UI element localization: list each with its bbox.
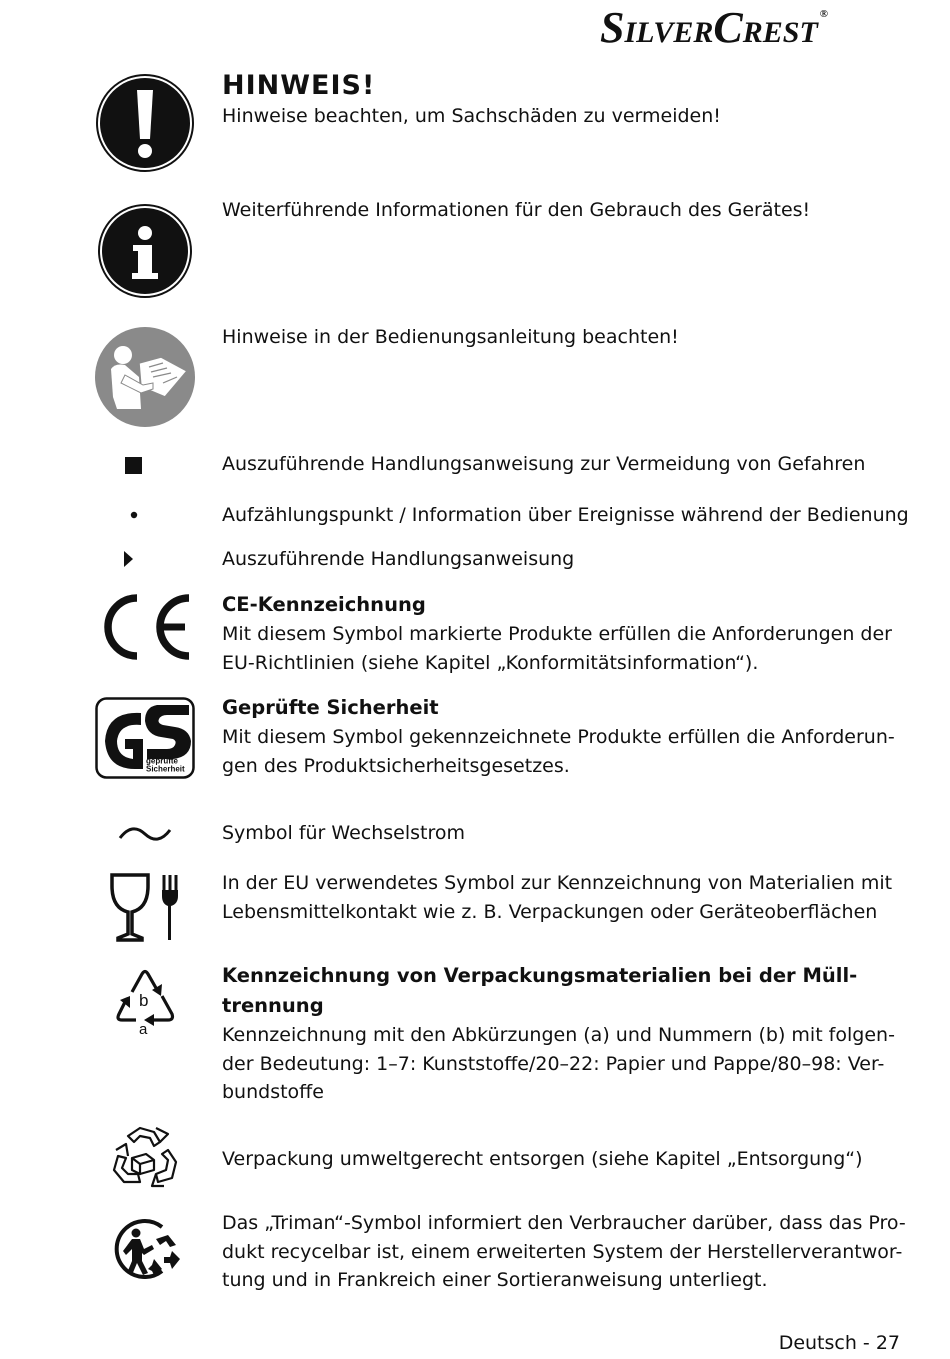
logo-letters-ilver: ILVER: [624, 16, 714, 49]
manual-section: [222, 323, 912, 352]
hinweis-section: [222, 70, 912, 131]
manual-text: Hinweise in der Bedienungsanleitung beachten!: [222, 326, 679, 348]
info-text: Weiterführende Informationen für den Gebrauch des Gerätes!: [222, 199, 811, 221]
dot-bullet-section: [222, 501, 912, 530]
triman-text-line-1: Das „Triman“-Symbol informiert den Verbraucher darüber, dass das Pro-: [222, 1212, 906, 1234]
recycle-code-text-line-1: Kennzeichnung mit den Abkürzungen (a) und Nummern (b) mit folgen-: [222, 1024, 895, 1046]
silvercrest-logo: [600, 2, 910, 52]
recycle-code-title-line-2: trennung: [222, 994, 324, 1017]
food-text-line-1: In der EU verwendetes Symbol zur Kennzeichnung von Materialien mit: [222, 872, 893, 894]
disposal-section: [222, 1145, 912, 1174]
dot-bullet-text: Aufzählungspunkt / Information über Ereignisse während der Bedienung: [222, 504, 909, 526]
info-circle-icon: [97, 203, 193, 299]
gs-icon-label-1: geprüfte: [146, 756, 178, 766]
logo-letter-s: S: [600, 3, 625, 52]
gs-text-line-1: Mit diesem Symbol gekennzeichnete Produkte erfüllen die Anforderun-: [222, 726, 895, 748]
recycle-code-section: [222, 961, 912, 1107]
triangle-bullet-section: [222, 545, 912, 574]
exclamation-circle-icon: [95, 73, 195, 173]
recycle-code-title-line-1: Kennzeichnung von Verpackungsmaterialien bei der Müll-: [222, 964, 858, 987]
read-manual-icon: [95, 327, 195, 427]
page-footer-label: Deutsch - 27: [778, 1332, 900, 1354]
triangle-bullet-text: Auszuführende Handlungsanweisung: [222, 548, 575, 570]
ce-text-line-2: EU-Richtlinien (siehe Kapitel „Konformitätsinformation“).: [222, 651, 759, 674]
ce-text-line-1: Mit diesem Symbol markierte Produkte erfüllen die Anforderungen der: [222, 623, 892, 645]
registered-mark: ®: [819, 8, 829, 20]
gs-section: [222, 693, 912, 780]
recycling-code-icon: [112, 962, 178, 1036]
recycle-code-text-line-3: bundstoffe: [222, 1081, 324, 1103]
triman-section: [222, 1209, 912, 1295]
food-contact-icon: [108, 872, 180, 942]
square-bullet-section: [222, 450, 912, 479]
triman-text-line-3: tung und in Frankreich einer Sortieranweisung unterliegt.: [222, 1269, 768, 1291]
triangle-bullet-icon: [124, 551, 134, 567]
ce-section: [222, 590, 912, 677]
dot-bullet-icon: [130, 511, 138, 519]
ce-mark-icon: [97, 592, 195, 662]
alternating-current-icon: [118, 824, 172, 844]
gs-icon-label-2: Sicherheit: [146, 764, 185, 774]
logo-letter-c: C: [713, 3, 743, 52]
recycle-packaging-icon: [110, 1124, 180, 1190]
hinweis-title: HINWEIS!: [222, 70, 376, 101]
recycling-code-label-b: b: [139, 991, 149, 1010]
logo-letters-rest: REST: [742, 16, 818, 49]
info-section: [222, 196, 912, 225]
disposal-text: Verpackung umweltgerecht entsorgen (siehe Kapitel „Entsorgung“): [222, 1148, 863, 1170]
gs-title: Geprüfte Sicherheit: [222, 696, 439, 719]
food-text-line-2: Lebensmittelkontakt wie z. B. Verpackungen oder Geräteoberflächen: [222, 900, 878, 923]
square-bullet-text: Auszuführende Handlungsanweisung zur Vermeidung von Gefahren: [222, 453, 866, 475]
ac-text: Symbol für Wechselstrom: [222, 822, 465, 844]
recycle-code-text-line-2: der Bedeutung: 1–7: Kunststoffe/20–22: Papier und Pappe/80–98: Ver-: [222, 1052, 885, 1075]
hinweis-text: Hinweise beachten, um Sachschäden zu vermeiden!: [222, 105, 721, 127]
ac-section: [222, 819, 912, 848]
square-bullet-icon: [125, 457, 142, 474]
food-section: [222, 869, 912, 926]
triman-icon: [110, 1217, 182, 1279]
ce-title: CE-Kennzeichnung: [222, 593, 426, 616]
triman-text-line-2: dukt recycelbar ist, einem erweiterten System der Herstellerverantwor-: [222, 1240, 903, 1263]
gs-mark-icon: [95, 697, 195, 779]
gs-text-line-2: gen des Produktsicherheitsgesetzes.: [222, 754, 570, 777]
recycling-code-label-a: a: [139, 1021, 148, 1036]
